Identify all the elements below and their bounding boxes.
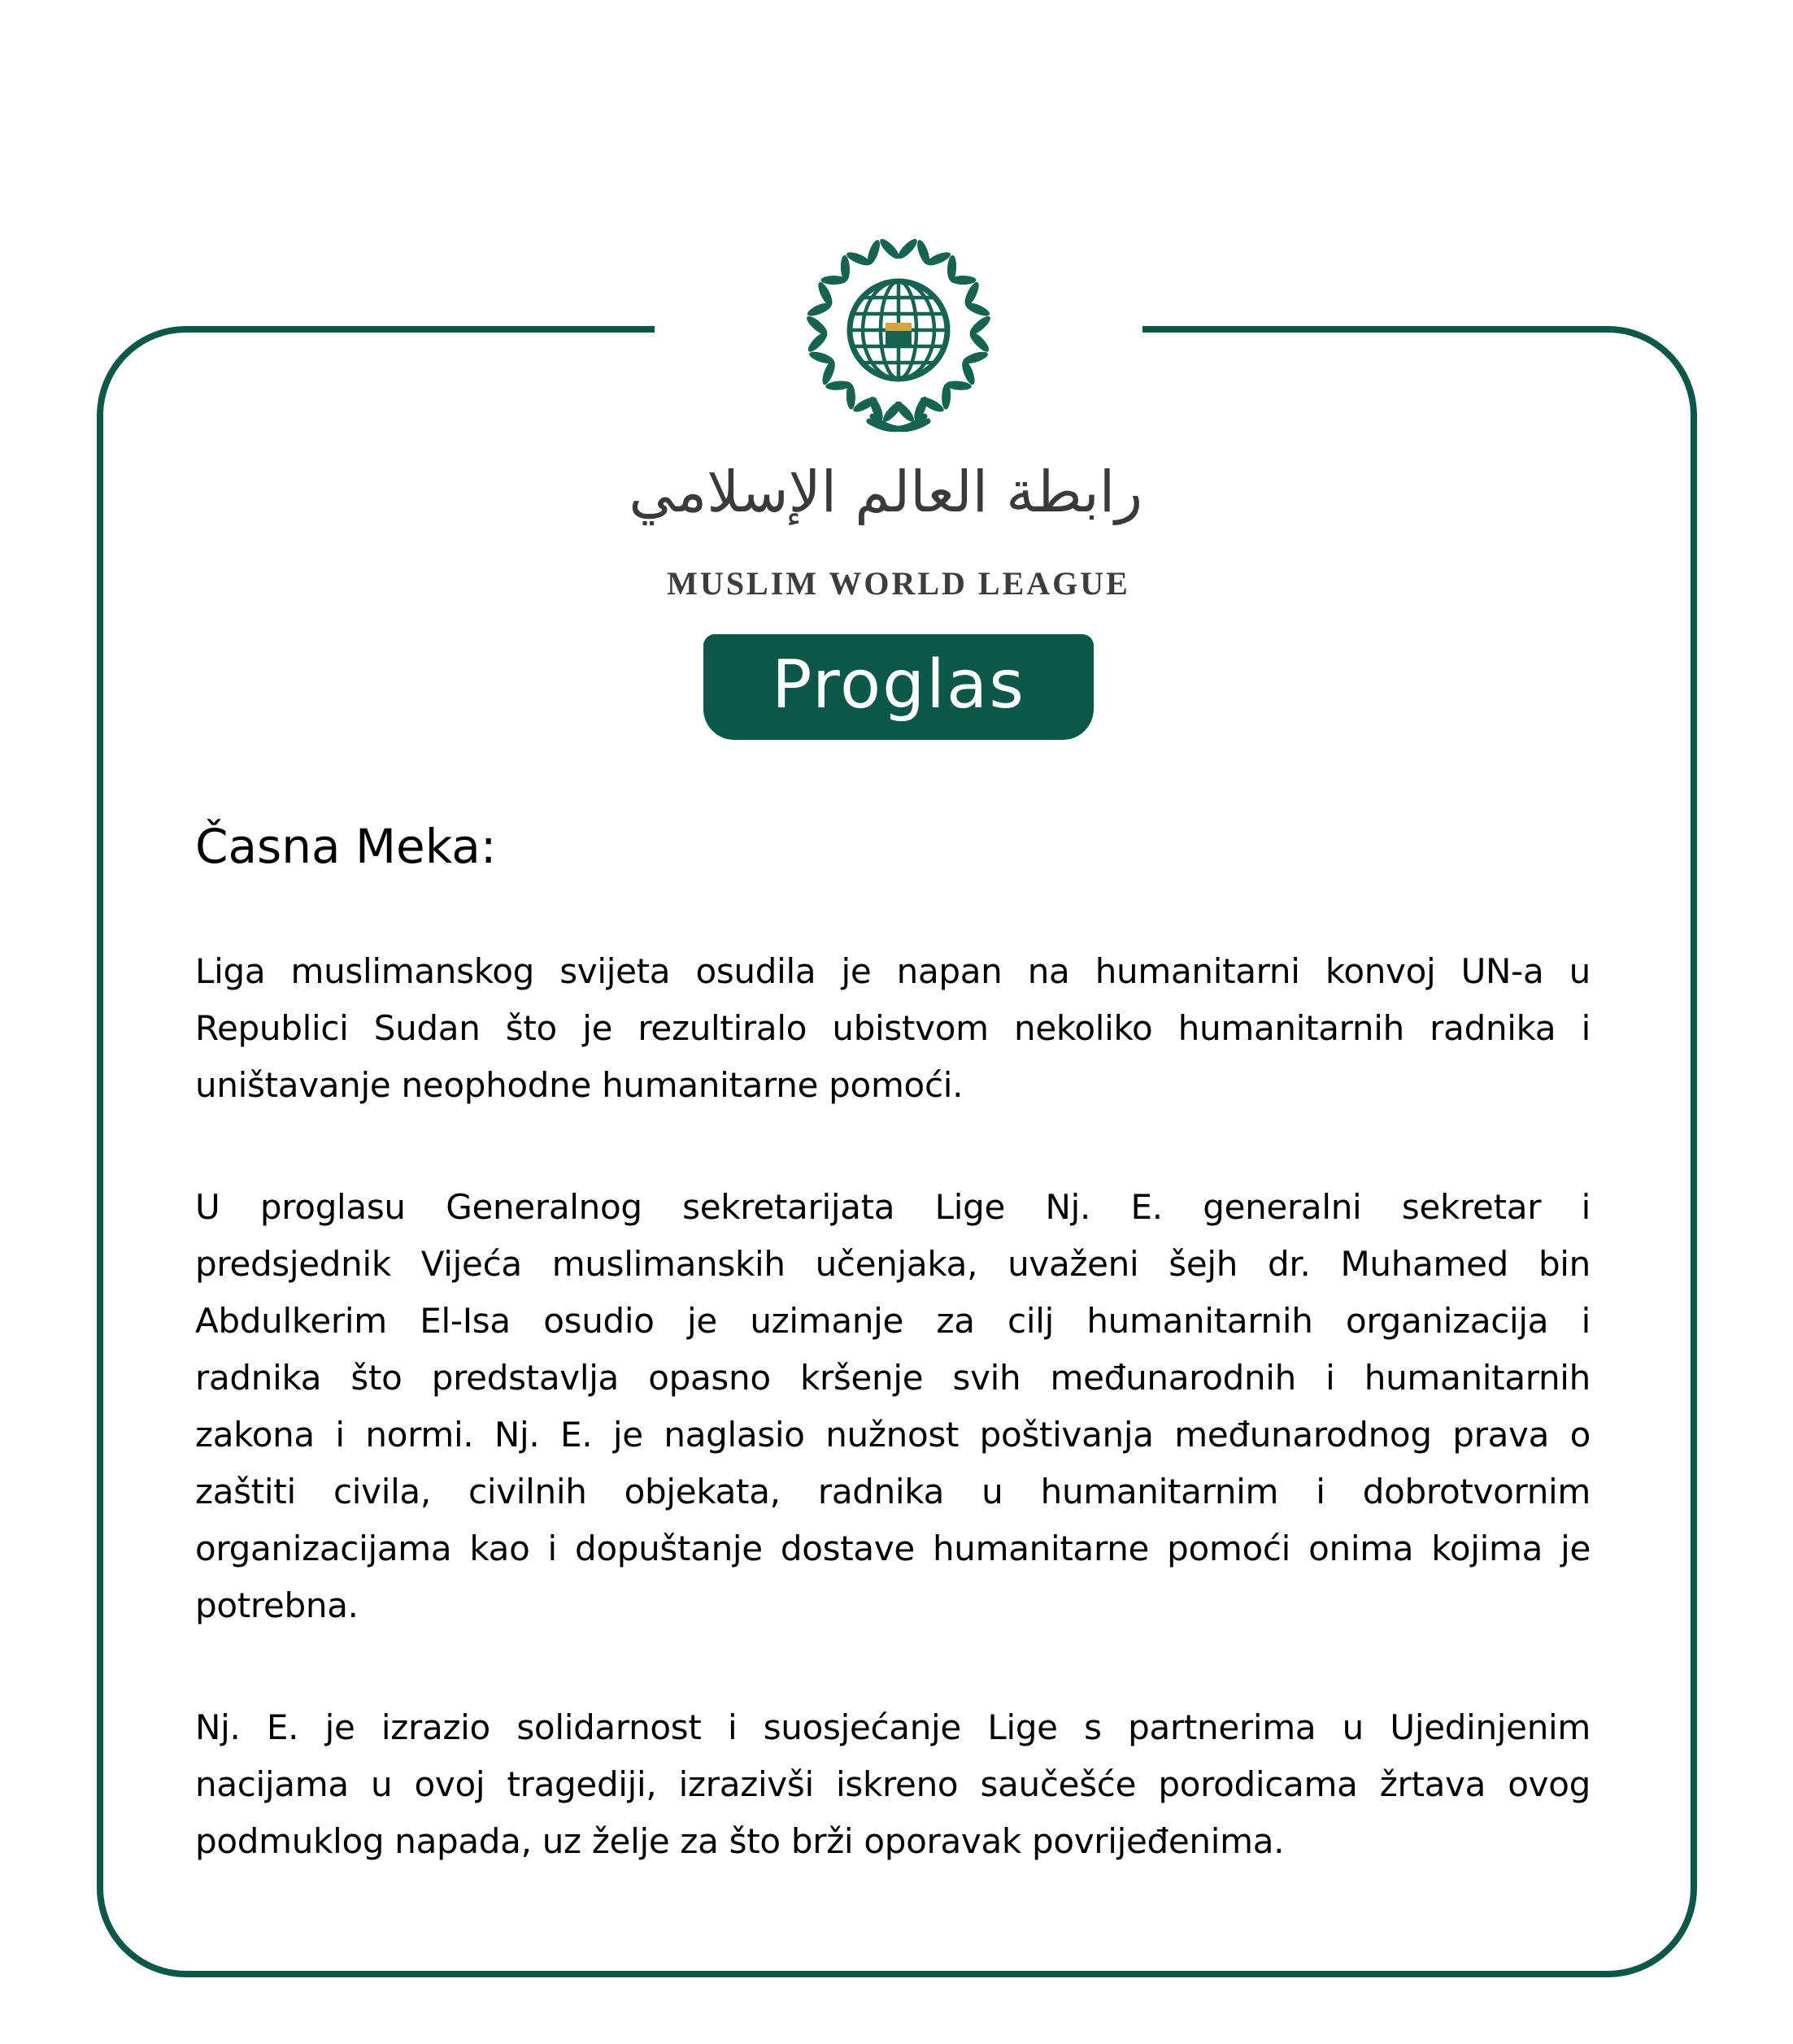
text-line: U proglasu Generalnog sekretarijata Lige Nj. E. generalni sekretar i (195, 1187, 1591, 1227)
text-line: uništavanje neophodne humanitarne pomoći. (195, 1065, 964, 1105)
mwl-arabic-name: رابطة العالم الإسلامي (629, 459, 1142, 525)
text-line: zaštiti civila, civilnih objekata, radnika u humanitarnim i dobrotvornim (195, 1472, 1591, 1511)
text-line: podmuklog napada, uz želje za što brži oporavak povrijeđenima. (195, 1821, 1285, 1861)
salutation: Časna Meka: (195, 819, 497, 874)
text-line: zakona i normi. Nj. E. je naglasio nužnost poštivanja međunarodnog prava o (195, 1415, 1591, 1455)
paragraph (195, 943, 1591, 1114)
paragraph (195, 1179, 1591, 1634)
text-line: Abdulkerim El-Isa osudio je uzimanje za cilj humanitarnih organizacija i (195, 1301, 1591, 1341)
proglas-banner: Proglas (703, 634, 1094, 740)
text-line: Liga muslimanskog svijeta osudila je napan na humanitarni konvoj UN-a u (195, 951, 1591, 991)
mwl-org-name: MUSLIM WORLD LEAGUE (667, 565, 1130, 602)
text-line: organizacijama kao i dopuštanje dostave humanitarne pomoći onima kojima je (195, 1529, 1591, 1568)
text-line: potrebna. (195, 1585, 359, 1625)
text-line: radnika što predstavlja opasno kršenje svih međunarodnih i humanitarnih (195, 1358, 1591, 1398)
text-line: Nj. E. je izrazio solidarnost i suosjećanje Lige s partnerima u Ujedinjenim (195, 1707, 1591, 1747)
mwl-logo (629, 220, 1142, 756)
text-line: nacijama u ovoj tragediji, izrazivši iskreno saučešće porodicama žrtava ovog (195, 1764, 1591, 1804)
text-line: predsjednik Vijeća muslimanskih učenjaka, uvaženi šejh dr. Muhamed bin (195, 1244, 1591, 1284)
laurel-wreath-globe-kaaba-icon (785, 231, 1012, 442)
text-line: Republici Sudan što je rezultiralo ubistvom nekoliko humanitarnih radnika i (195, 1008, 1591, 1048)
paragraph (195, 1699, 1591, 1870)
body-text (195, 943, 1591, 1870)
